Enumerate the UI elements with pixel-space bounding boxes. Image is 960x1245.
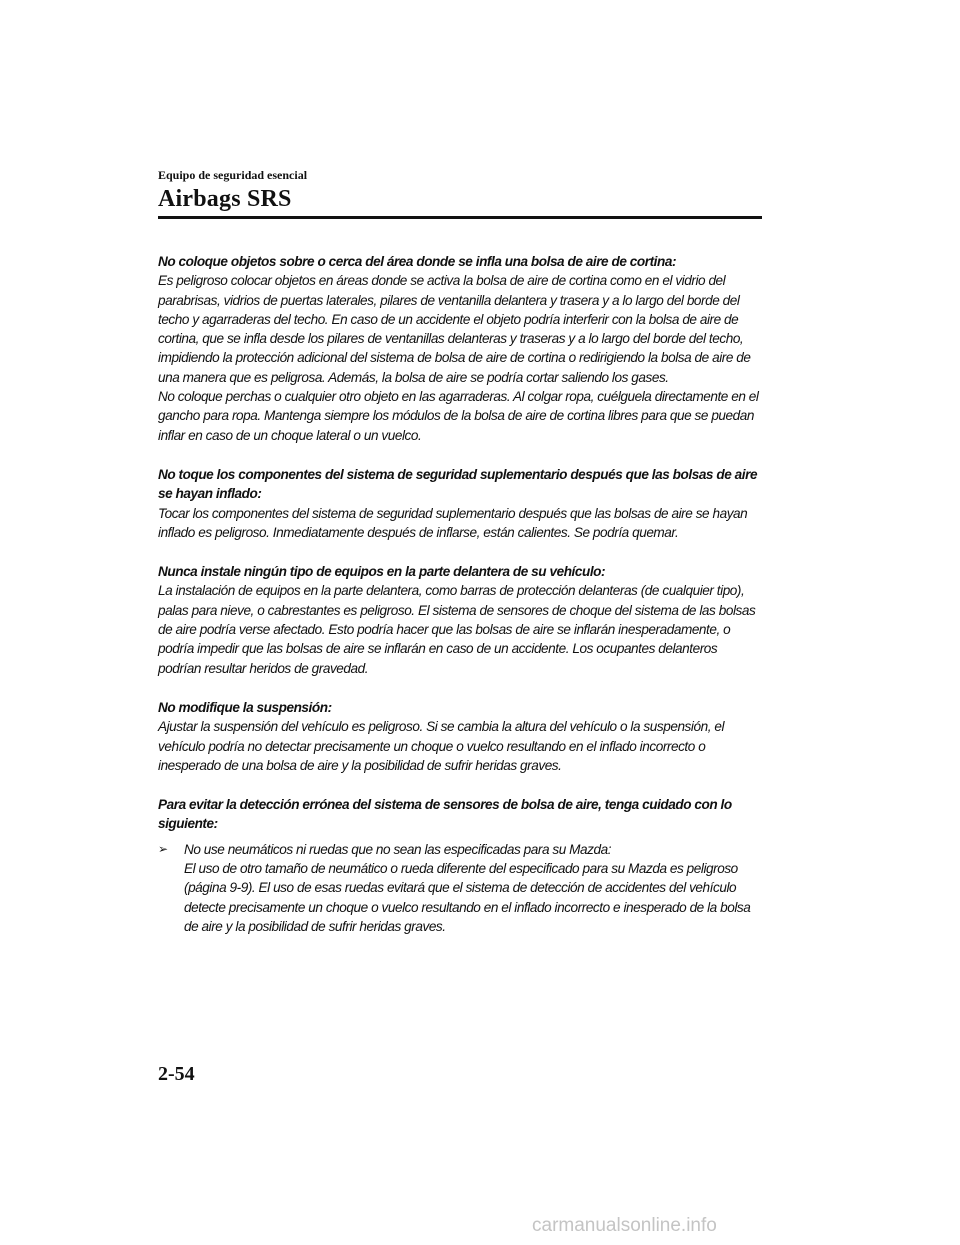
warning-block-curtain: [158, 252, 762, 445]
warning-heading: Para evitar la detección errónea del sistema de sensores de bolsa de aire, tenga cuidado con lo siguiente:: [158, 797, 732, 832]
warning-block-front-equipment: [158, 562, 762, 678]
arrow-bullet-icon: ➢: [158, 841, 169, 856]
warning-body: La instalación de equipos en la parte delantera, como barras de protección delanteras (de cualquier tipo), palas para nieve, o cabrestantes es peligroso. El sistema de sensores de choque del sistema de las bolsas de aire podría verse afectado. Esto podría hacer que las bolsas de aire se inflarán inesperadamente, o podría impedir que las bolsas de aire se inflarán en caso de un accidente. Los ocupantes delanteros podrían resultar heridos de gravedad.: [158, 583, 756, 676]
warning-heading: Nunca instale ningún tipo de equipos en la parte delantera de su vehículo:: [158, 564, 606, 580]
section-label: Equipo de seguridad esencial: [158, 168, 308, 182]
page-number: 2-54: [158, 1063, 195, 1085]
warning-body: Tocar los componentes del sistema de seguridad suplementario después que las bolsas de aire se hayan inflado es peligroso. Inmediatamente después de inflarse, están calientes. Se podría quemar.: [158, 505, 748, 540]
bullet-item-tires: [158, 840, 762, 936]
warning-heading: No coloque objetos sobre o cerca del área donde se infla una bolsa de aire de cortina:: [158, 254, 677, 269]
warning-heading: No toque los componentes del sistema de seguridad suplementario después que las bolsas de aire se hayan inflado:: [158, 466, 758, 502]
bullet-body: [184, 840, 762, 936]
watermark: carmanualsonline.info: [532, 1215, 717, 1236]
warning-block-sensor-detection: [158, 795, 762, 936]
bullet-text: El uso de otro tamaño de neumático o rueda diferente del especificado para su Mazda es peligroso (página 9-9). El uso de esas ruedas evitará que el sistema de detección de accidentes del vehículo detecte precisamente un choque o vuelco resultando en el inflado incorrecto e inesperado de la bolsa de aire y la posibilidad de sufrir heridas graves.: [184, 861, 751, 934]
warning-block-components: [158, 465, 762, 542]
page-header: [158, 168, 762, 219]
warning-block-suspension: [158, 698, 762, 775]
chapter-title: Airbags SRS: [158, 186, 292, 212]
warning-content: [158, 252, 762, 956]
warning-body: Ajustar la suspensión del vehículo es peligroso. Si se cambia la altura del vehículo o la suspensión, el vehículo podría no detectar precisamente un choque o vuelco resultando en el inflado incorrecto o inesperado de una bolsa de aire y la posibilidad de sufrir heridas graves.: [158, 719, 725, 773]
header-rule: [158, 216, 762, 219]
warning-body: Es peligroso colocar objetos en áreas donde se activa la bolsa de aire de cortina como en el vidrio del parabrisas, vidrios de puertas laterales, pilares de ventanilla delantera y trasera y a lo largo del borde del techo y agarraderas del techo. En caso de un accidente el objeto podría interferir con la bolsa de aire de cortina, que se infla desde los pilares de ventanillas delanteras y traseras y a lo largo del borde del techo, impidiendo la protección adicional del sistema de bolsa de aire de cortina o redirigiendo la bolsa de aire de una manera que es peligrosa. Además, la bolsa de aire se podría cortar saliendo los gases.: [158, 273, 751, 385]
warning-body-2: No coloque perchas o cualquier otro objeto en las agarraderas. Al colgar ropa, cuélguela directamente en el gancho para ropa. Mantenga siempre los módulos de la bolsa de aire de cortina libres para que se puedan inflar en caso de un choque lateral o un vuelco.: [158, 389, 759, 443]
warning-heading: No modifique la suspensión:: [158, 699, 332, 715]
bullet-title: No use neumáticos ni ruedas que no sean las especificadas para su Mazda:: [184, 841, 612, 857]
